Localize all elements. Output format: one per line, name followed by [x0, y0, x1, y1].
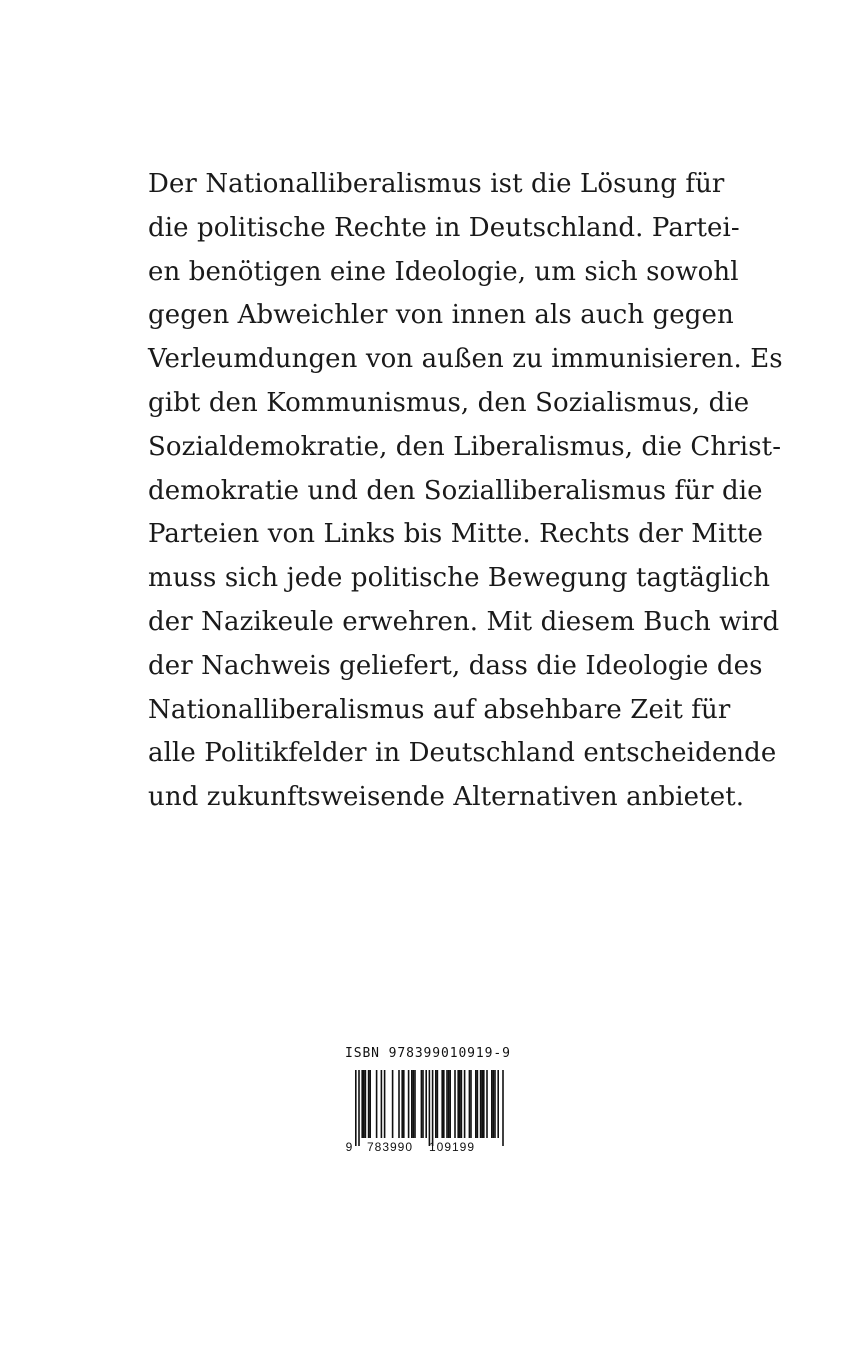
- barcode-bar: [494, 1070, 496, 1138]
- barcode-digit-first: 9: [345, 1140, 353, 1154]
- barcode-bar: [491, 1070, 493, 1138]
- barcode-bar: [469, 1070, 471, 1138]
- barcode-bar: [497, 1070, 499, 1138]
- barcode-bar: [392, 1070, 394, 1138]
- blurb-line: demokratie und den Sozialliberalismus für die: [148, 475, 763, 506]
- barcode-bar: [365, 1070, 367, 1138]
- barcode-graphic: [345, 1070, 505, 1156]
- barcode-bar: [446, 1070, 448, 1138]
- barcode-bar: [376, 1070, 378, 1138]
- blurb-line: gibt den Kommunismus, den Sozialismus, die: [148, 387, 750, 418]
- blurb-line: muss sich jede politische Bewegung tagtäglich: [148, 563, 771, 594]
- barcode-bar: [443, 1070, 445, 1138]
- barcode-bar: [481, 1070, 483, 1138]
- barcode-bar: [429, 1070, 431, 1146]
- blurb-line: und zukunftsweisende Alternativen anbietet.: [148, 782, 745, 813]
- barcode-bar: [422, 1070, 424, 1138]
- blurb-line: alle Politikfelder in Deutschland entscheidende: [148, 738, 777, 769]
- blurb-line: Parteien von Links bis Mitte. Rechts der Mitte: [148, 519, 764, 550]
- blurb-text: [148, 163, 783, 820]
- barcode-bar: [477, 1070, 479, 1138]
- barcode-bar: [475, 1070, 477, 1138]
- blurb-line: Verleumdungen von außen zu immunisieren. Es: [148, 344, 783, 375]
- barcode-digits-right: 109199: [428, 1140, 476, 1154]
- blurb-line: Nationalliberalismus auf absehbare Zeit für: [148, 694, 731, 725]
- barcode-bar: [408, 1070, 410, 1138]
- barcode-bar: [425, 1070, 427, 1138]
- barcode-bar: [502, 1070, 504, 1146]
- barcode-bar: [459, 1070, 461, 1138]
- barcode-bar: [461, 1070, 463, 1138]
- barcode-bar: [441, 1070, 443, 1138]
- barcode-bar: [369, 1070, 371, 1138]
- isbn-label: ISBN 978399010919-9: [345, 1046, 511, 1061]
- barcode-bar: [401, 1070, 403, 1138]
- barcode-bar: [457, 1070, 459, 1138]
- barcode-bar: [368, 1070, 370, 1138]
- barcode-bar: [432, 1070, 434, 1146]
- blurb-line: der Nachweis geliefert, dass die Ideologie des: [148, 650, 763, 681]
- barcode-bar: [413, 1070, 415, 1138]
- barcode-bar: [421, 1070, 423, 1138]
- barcode-bar: [361, 1070, 363, 1138]
- barcode-bar: [493, 1070, 495, 1138]
- barcode-bar: [363, 1070, 365, 1138]
- barcode-bar: [355, 1070, 357, 1146]
- barcode-digits-left: 783990: [366, 1140, 414, 1154]
- blurb-line: gegen Abweichler von innen als auch gegen: [148, 300, 734, 331]
- blurb-line: der Nazikeule erwehren. Mit diesem Buch wird: [148, 606, 780, 637]
- barcode-bar: [414, 1070, 416, 1138]
- barcode-bar: [381, 1070, 383, 1138]
- blurb-line: en benötigen eine Ideologie, um sich sowohl: [148, 256, 739, 287]
- barcode-bars: [355, 1070, 505, 1146]
- barcode-bar: [480, 1070, 482, 1138]
- barcode-bar: [384, 1070, 386, 1138]
- barcode-bar: [486, 1070, 488, 1138]
- barcode-bar: [454, 1070, 456, 1138]
- barcode-bar: [435, 1070, 437, 1138]
- isbn-barcode: [345, 1046, 511, 1156]
- barcode-bar: [483, 1070, 485, 1138]
- blurb-line: Sozialdemokratie, den Liberalismus, die Christ-: [148, 431, 782, 462]
- barcode-bar: [411, 1070, 413, 1138]
- blurb-line: die politische Rechte in Deutschland. Partei-: [148, 212, 740, 243]
- barcode-bar: [358, 1070, 360, 1146]
- barcode-bar: [470, 1070, 472, 1138]
- barcode-bar: [464, 1070, 466, 1138]
- barcode-bar: [403, 1070, 405, 1138]
- barcode-bar: [449, 1070, 451, 1138]
- blurb-line: Der Nationalliberalismus ist die Lösung für: [148, 169, 725, 199]
- barcode-bar: [437, 1070, 439, 1138]
- barcode-bar: [448, 1070, 450, 1138]
- barcode-bar: [398, 1070, 400, 1138]
